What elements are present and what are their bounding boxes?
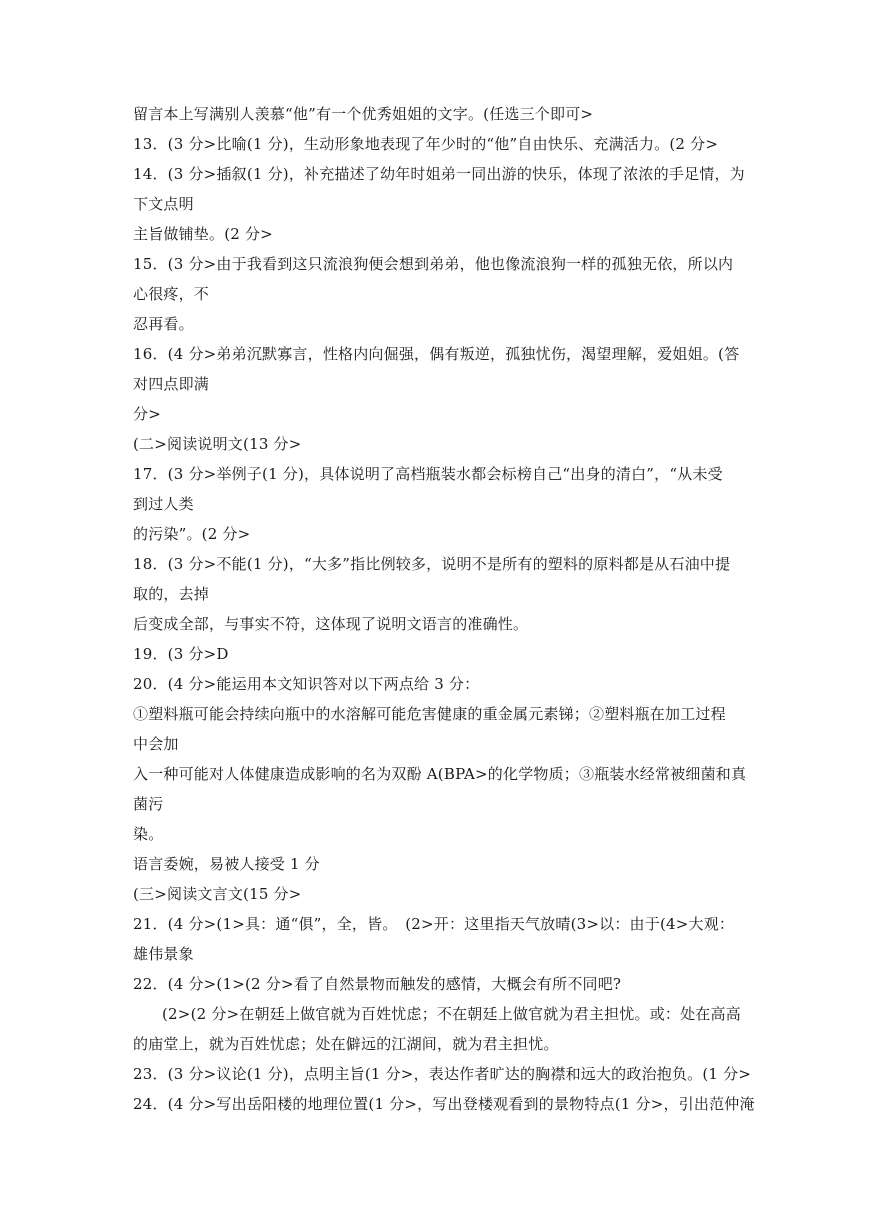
text-line: 语言委婉，易被人接受 1 分 — [133, 855, 320, 873]
text-line: 下文点明 — [133, 195, 194, 213]
answer-23: 23．(3 分>议论(1 分)，点明主旨(1 分>，表达作者旷达的胸襟和远大的政治抱负。(1 分> — [133, 1065, 752, 1083]
text-line: 染。 — [133, 825, 164, 843]
text-line: ①塑料瓶可能会持续向瓶中的水溶解可能危害健康的重金属元素锑；②塑料瓶在加工过程 — [133, 705, 726, 723]
text-line: 的庙堂上，就为百姓忧虑；处在僻远的江湖间，就为君主担忧。 — [133, 1035, 559, 1053]
text-line: 后变成全部，与事实不符，这体现了说明文语言的准确性。 — [133, 615, 529, 633]
text-line: 分> — [133, 405, 161, 423]
answer-15: 15．(3 分>由于我看到这只流浪狗便会想到弟弟，他也像流浪狗一样的孤独无依，所以内 — [133, 255, 734, 273]
answer-16: 16．(4 分>弟弟沉默寡言，性格内向倔强，偶有叛逆，孤独忧伤，渴望理解，爱姐姐。(答 — [133, 345, 740, 363]
answer-24: 24．(4 分>写出岳阳楼的地理位置(1 分>，写出登楼观看到的景物特点(1 分>，引出范仲淹 — [133, 1095, 755, 1113]
answer-17: 17．(3 分>举例子(1 分)，具体说明了高档瓶装水都会标榜自己“出身的清白”，“从未受 — [133, 465, 723, 483]
text-line: 心很疼，不 — [133, 285, 210, 303]
text-line: 取的，去掉 — [133, 585, 210, 603]
answer-13: 13．(3 分>比喻(1 分)，生动形象地表现了年少时的“他”自由快乐、充满活力。(2 分> — [133, 135, 719, 153]
text-line: 忍再看。 — [133, 315, 194, 333]
answer-21: 21．(4 分>(1>具：通“俱”，全，皆。 (2>开：这里指天气放晴(3>以：由于(4>大观： — [133, 915, 735, 933]
text-line: 到过人类 — [133, 495, 194, 513]
answer-18: 18．(3 分>不能(1 分)，“大多”指比例较多，说明不是所有的塑料的原料都是从石油中提 — [133, 555, 731, 573]
section-heading: (三>阅读文言文(15 分> — [133, 885, 302, 903]
text-line: 留言本上写满别人羡慕“他”有一个优秀姐姐的文字。(任选三个即可> — [133, 105, 594, 123]
answer-20: 20．(4 分>能运用本文知识答对以下两点给 3 分： — [133, 675, 480, 693]
answer-19: 19．(3 分>D — [133, 645, 229, 663]
text-line: 雄伟景象 — [133, 945, 194, 963]
text-line: 菌污 — [133, 795, 164, 813]
text-line: 对四点即满 — [133, 375, 210, 393]
text-line: 中会加 — [133, 735, 179, 753]
section-heading: (二>阅读说明文(13 分> — [133, 435, 302, 453]
answer-14: 14．(3 分>插叙(1 分)，补充描述了幼年时姐弟一同出游的快乐，体现了浓浓的手足情，为 — [133, 165, 745, 183]
text-line: 主旨做铺垫。(2 分> — [133, 225, 273, 243]
text-line: (2>(2 分>在朝廷上做官就为百姓忧虑；不在朝廷上做官就为君主担忧。或：处在高高 — [162, 1005, 741, 1023]
text-line: 入一种可能对人体健康造成影响的名为双酚 A(BPA>的化学物质；③瓶装水经常被细菌和真 — [133, 765, 747, 783]
text-line: 的污染”。(2 分> — [133, 525, 251, 543]
answer-22: 22．(4 分>(1>(2 分>看了自然景物而触发的感情，大概会有所不同吧? — [133, 975, 622, 993]
